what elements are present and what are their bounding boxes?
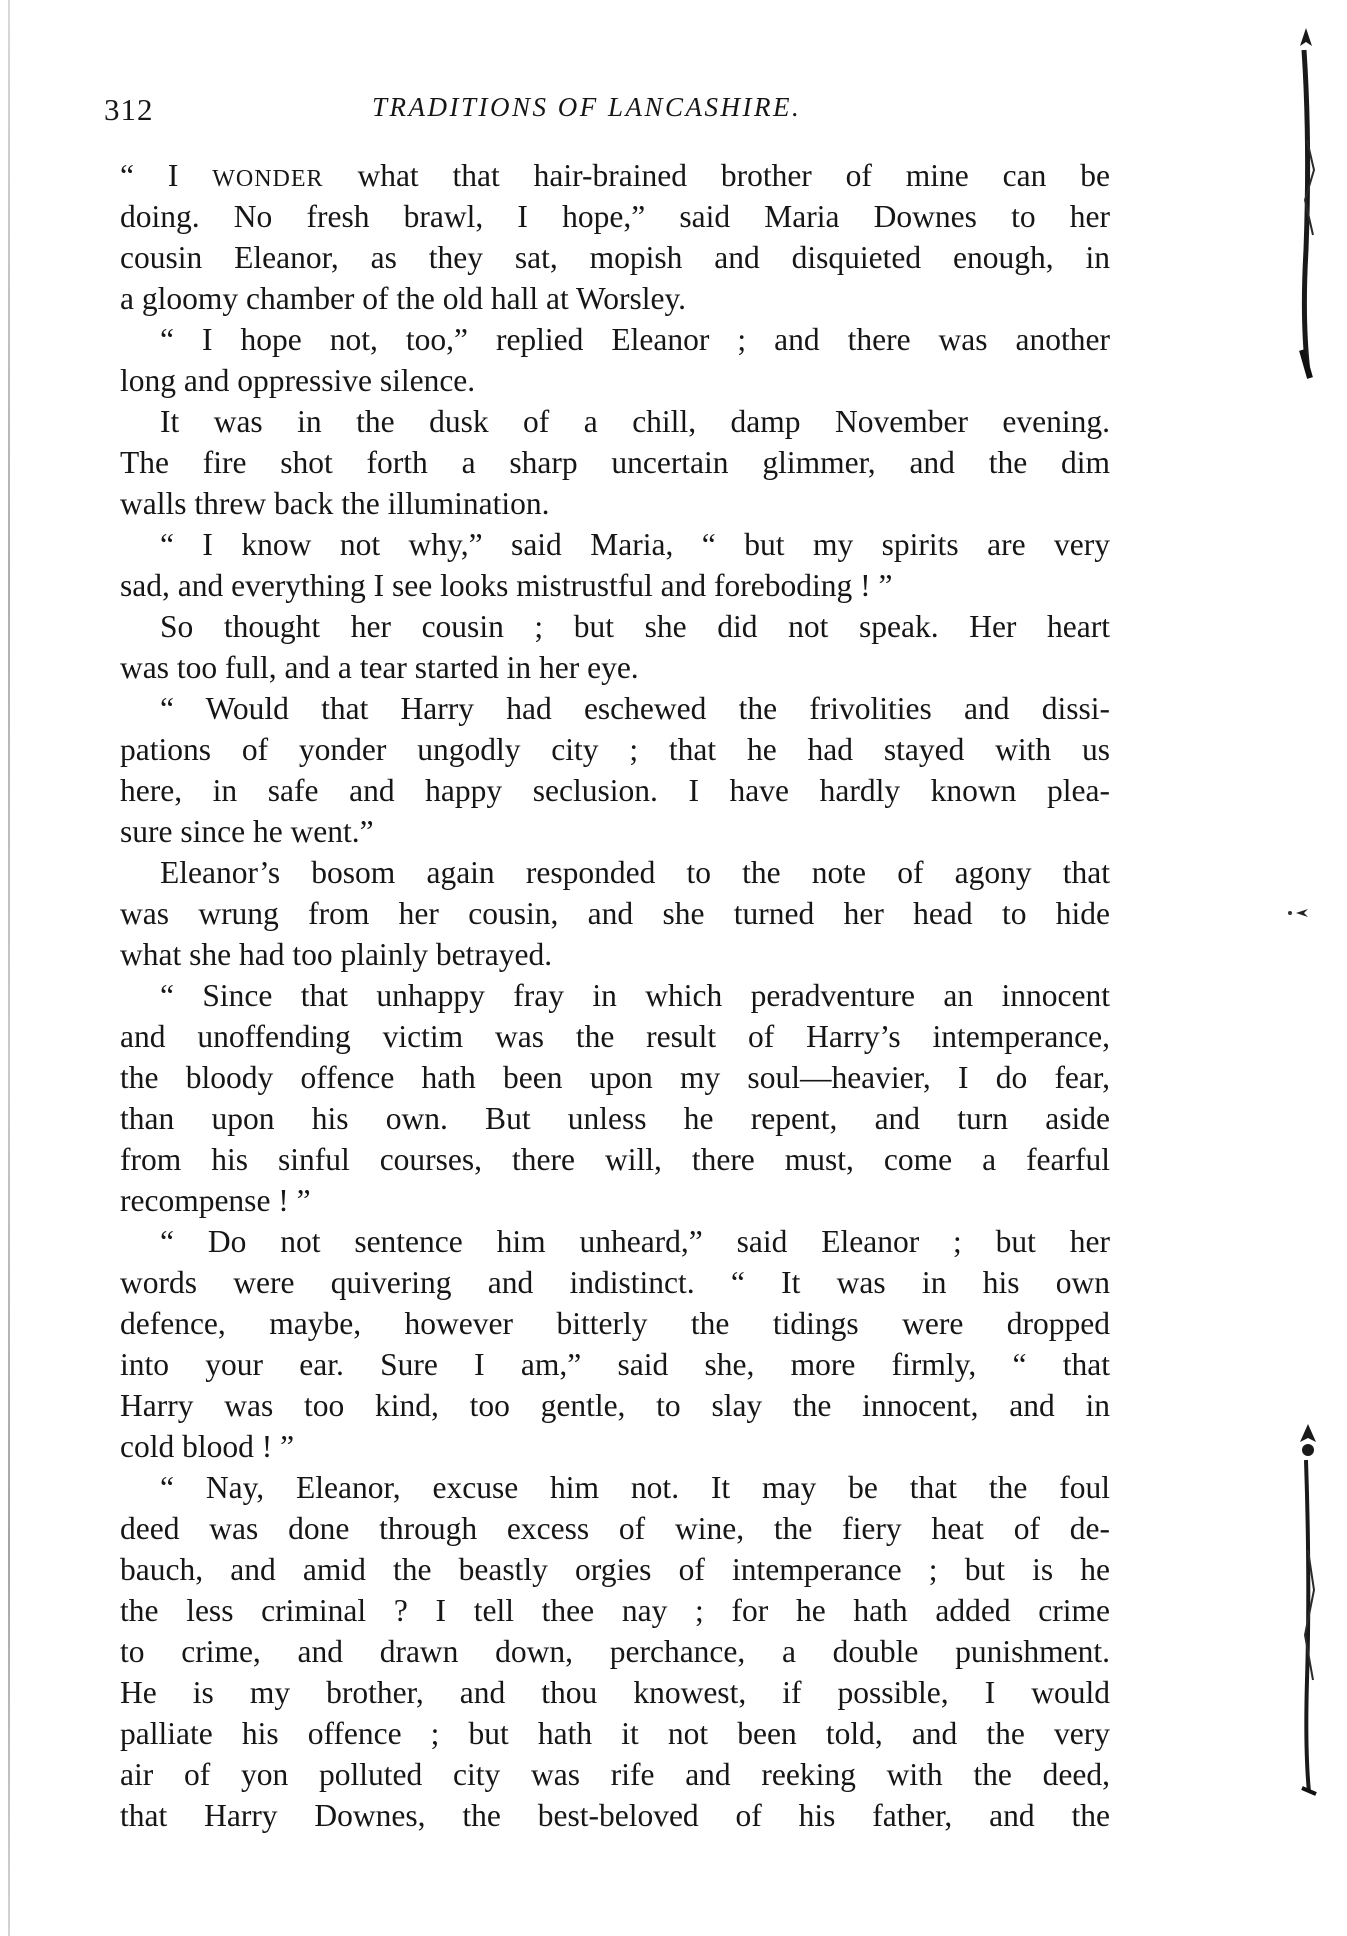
text-line: doing. No fresh brawl, I hope,” said Maria Downes to her [120, 199, 1110, 234]
text-line: into your ear. Sure I am,” said she, more firmly, “ that [120, 1347, 1110, 1382]
margin-ornament-top [1286, 20, 1326, 380]
page-binding-edge [8, 0, 10, 1936]
text-line: that Harry Downes, the best-beloved of his father, and the [120, 1798, 1110, 1833]
text-line: cousin Eleanor, as they sat, mopish and disquieted enough, in [120, 240, 1110, 275]
text-line: from his sinful courses, there will, there must, come a fearful [120, 1142, 1110, 1177]
text-line: sad, and everything I see looks mistrustful and foreboding ! ” [120, 568, 893, 603]
text-line: to crime, and drawn down, perchance, a double punishment. [120, 1634, 1110, 1669]
text-line: palliate his offence ; but hath it not been told, and the very [120, 1716, 1110, 1751]
text-line: defence, maybe, however bitterly the tidings were dropped [120, 1306, 1110, 1341]
text-line: what she had too plainly betrayed. [120, 937, 553, 972]
text-line: walls threw back the illumination. [120, 486, 550, 521]
text-line: The fire shot forth a sharp uncertain glimmer, and the dim [120, 445, 1110, 480]
text-line: long and oppressive silence. [120, 363, 476, 398]
text-line: So thought her cousin ; but she did not speak. Her heart [160, 609, 1110, 644]
text-line: It was in the dusk of a chill, damp November evening. [160, 404, 1110, 439]
margin-ornament-bottom [1288, 1420, 1328, 1800]
drop-word-smallcaps: WONDER [212, 166, 324, 192]
text-line: was wrung from her cousin, and she turned her head to hide [120, 896, 1110, 931]
text-line: “ I hope not, too,” replied Eleanor ; and there was another [160, 322, 1110, 357]
text-line: deed was done through excess of wine, the fiery heat of de- [120, 1511, 1110, 1546]
text-line: pations of yonder ungodly city ; that he had stayed with us [120, 732, 1110, 767]
body-text [120, 155, 1110, 1836]
text-line: was too full, and a tear started in her eye. [120, 650, 639, 685]
text-line: “ I know not why,” said Maria, “ but my spirits are very [160, 527, 1110, 562]
text-line: “ Do not sentence him unheard,” said Eleanor ; but her [160, 1224, 1110, 1259]
running-head [104, 92, 1114, 136]
text-line: than upon his own. But unless he repent, and turn aside [120, 1101, 1110, 1136]
text-line: here, in safe and happy seclusion. I have hardly known plea- [120, 773, 1110, 808]
text-line: a gloomy chamber of the old hall at Worsley. [120, 281, 687, 316]
text-line: sure since he went.” [120, 814, 374, 849]
text-line: bauch, and amid the beastly orgies of intemperance ; but is he [120, 1552, 1110, 1587]
text-line: words were quivering and indistinct. “ It was in his own [120, 1265, 1110, 1300]
text-line: “ I WONDER what that hair-brained brother of mine can be [120, 158, 1110, 193]
margin-mark [1286, 905, 1310, 921]
page-number: 312 [104, 92, 154, 127]
text-line: “ Nay, Eleanor, excuse him not. It may be that the foul [160, 1470, 1110, 1505]
text-line: the bloody offence hath been upon my soul—heavier, I do fear, [120, 1060, 1110, 1095]
text-line: “ Since that unhappy fray in which peradventure an innocent [160, 978, 1110, 1013]
text-line: the less criminal ? I tell thee nay ; for he hath added crime [120, 1593, 1110, 1628]
book-title: TRADITIONS OF LANCASHIRE. [372, 92, 802, 122]
text-line: air of yon polluted city was rife and reeking with the deed, [120, 1757, 1110, 1792]
text-line: and unoffending victim was the result of Harry’s intemperance, [120, 1019, 1110, 1054]
text-line: Harry was too kind, too gentle, to slay the innocent, and in [120, 1388, 1110, 1423]
text-line: Eleanor’s bosom again responded to the note of agony that [160, 855, 1110, 890]
text-line: cold blood ! ” [120, 1429, 295, 1464]
text-line: recompense ! ” [120, 1183, 311, 1218]
text-line: He is my brother, and thou knowest, if possible, I would [120, 1675, 1110, 1710]
text-line: “ Would that Harry had eschewed the frivolities and dissi- [160, 691, 1110, 726]
